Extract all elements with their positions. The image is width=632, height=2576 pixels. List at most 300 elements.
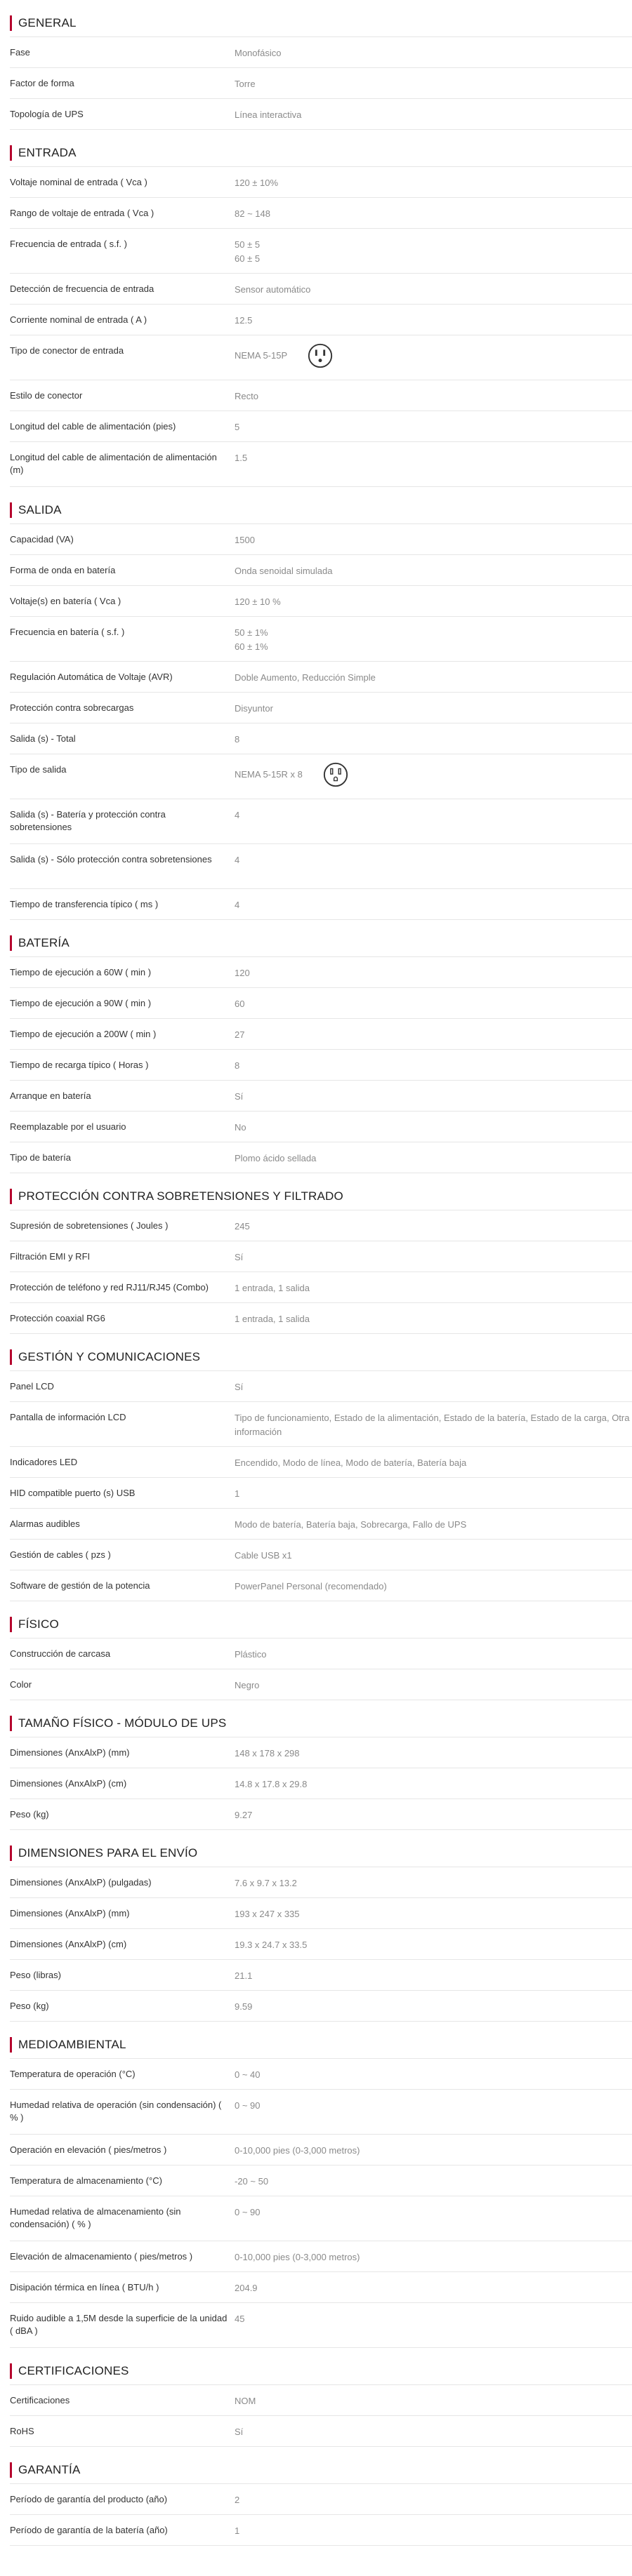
spec-row xyxy=(10,523,632,555)
spec-row xyxy=(10,1142,632,1173)
spec-value xyxy=(235,1580,632,1594)
spec-value-line: 8 xyxy=(235,734,240,745)
spec-label: Color xyxy=(10,1679,32,1690)
spec-value xyxy=(235,2175,632,2189)
spec-value xyxy=(235,1518,632,1532)
spec-value-line: 12.5 xyxy=(235,315,253,326)
spec-label: Dimensiones (AnxAlxP) (mm) xyxy=(10,1908,130,1918)
spec-label: Período de garantía del producto (año) xyxy=(10,2494,168,2504)
spec-value xyxy=(235,2312,632,2326)
spec-row xyxy=(10,1019,632,1050)
spec-value xyxy=(235,283,632,297)
spec-row xyxy=(10,2515,632,2546)
spec-value-line: -20 ~ 50 xyxy=(235,2176,269,2187)
section-accent-bar xyxy=(10,1716,12,1731)
spec-value-line: Encendido, Modo de línea, Modo de batería, Batería baja xyxy=(235,1457,467,1468)
spec-value-line: 9.59 xyxy=(235,2001,253,2012)
section-accent-bar xyxy=(10,1846,12,1861)
spec-label: Panel LCD xyxy=(10,1381,54,1392)
spec-value xyxy=(235,1152,632,1166)
spec-value-line: NOM xyxy=(235,2396,256,2406)
spec-value-line: 245 xyxy=(235,1221,250,1232)
spec-label: Voltaje(s) en batería ( Vca ) xyxy=(10,596,121,606)
spec-value xyxy=(235,533,632,547)
spec-label: HID compatible puerto (s) USB xyxy=(10,1488,136,1498)
spec-label: Arranque en batería xyxy=(10,1090,91,1101)
section-heading xyxy=(10,1173,622,1210)
spec-value-line: No xyxy=(235,1122,246,1133)
spec-row xyxy=(10,693,632,723)
spec-value xyxy=(235,1312,632,1326)
spec-value-line: 45 xyxy=(235,2314,245,2324)
section-salida xyxy=(0,487,632,920)
spec-row xyxy=(10,1447,632,1478)
spec-label: Regulación Automática de Voltaje (AVR) xyxy=(10,672,173,682)
spec-label: Humedad relativa de almacenamiento (sin condensación) ( % ) xyxy=(10,2206,181,2229)
section-heading xyxy=(10,1700,622,1737)
spec-value-line: 204.9 xyxy=(235,2283,258,2293)
spec-row xyxy=(10,1303,632,1334)
spec-row xyxy=(10,2058,632,2090)
section-accent-bar xyxy=(10,1189,12,1204)
section-accent-bar xyxy=(10,145,12,161)
spec-row xyxy=(10,1799,632,1830)
spec-row xyxy=(10,99,632,130)
spec-row xyxy=(10,956,632,988)
spec-row xyxy=(10,198,632,229)
section-entrada xyxy=(0,130,632,487)
spec-value-line: Disyuntor xyxy=(235,703,273,714)
spec-row xyxy=(10,2090,632,2135)
spec-value xyxy=(235,2281,632,2295)
spec-label: Filtración EMI y RFI xyxy=(10,1251,91,1262)
spec-value xyxy=(235,1281,632,1295)
spec-value xyxy=(235,898,632,912)
spec-value xyxy=(235,1938,632,1952)
section-heading xyxy=(10,0,622,36)
spec-row xyxy=(10,988,632,1019)
spec-value-line: Tipo de funcionamiento, Estado de la alimentación, Estado de la batería, Estado de la carga, Otra información xyxy=(235,1413,630,1437)
spec-row xyxy=(10,1402,632,1447)
section-title: GESTIÓN Y COMUNICACIONES xyxy=(18,1350,201,1363)
spec-value xyxy=(235,808,632,822)
spec-row xyxy=(10,305,632,335)
section-title: DIMENSIONES PARA EL ENVÍO xyxy=(18,1846,198,1860)
spec-value-line: Sí xyxy=(235,1382,244,1392)
spec-row xyxy=(10,442,632,487)
spec-row xyxy=(10,844,632,889)
spec-value-line: 0 ~ 40 xyxy=(235,2069,261,2080)
spec-value xyxy=(235,702,632,716)
spec-value-line: 120 ± 10% xyxy=(235,178,279,188)
spec-row xyxy=(10,380,632,411)
spec-value xyxy=(235,1777,632,1791)
section-accent-bar xyxy=(10,2462,12,2478)
spec-row xyxy=(10,555,632,586)
spec-label: Dimensiones (AnxAlxP) (cm) xyxy=(10,1778,127,1789)
spec-value-line: Línea interactiva xyxy=(235,109,302,120)
section-garantia xyxy=(0,2447,632,2546)
spec-row xyxy=(10,1370,632,1402)
spec-label: Capacidad (VA) xyxy=(10,534,74,545)
spec-row xyxy=(10,1478,632,1509)
spec-row xyxy=(10,166,632,198)
section-general xyxy=(0,0,632,130)
spec-value xyxy=(235,595,632,609)
spec-row xyxy=(10,2135,632,2165)
spec-value xyxy=(235,1411,632,1439)
spec-label: Construcción de carcasa xyxy=(10,1648,111,1659)
spec-value xyxy=(235,2000,632,2014)
spec-row xyxy=(10,229,632,274)
spec-value xyxy=(235,1121,632,1135)
spec-value xyxy=(235,1747,632,1761)
spec-value-line: 4 xyxy=(235,855,240,865)
spec-label: Peso (kg) xyxy=(10,2001,49,2011)
spec-label: Reemplazable por el usuario xyxy=(10,1121,126,1132)
spec-value-line: 120 xyxy=(235,968,250,978)
spec-value xyxy=(235,108,632,122)
spec-value xyxy=(235,1549,632,1563)
spec-value-line: 14.8 x 17.8 x 29.8 xyxy=(235,1779,308,1789)
spec-value xyxy=(235,1876,632,1890)
section-heading xyxy=(10,1830,622,1867)
spec-value-line: PowerPanel Personal (recomendado) xyxy=(235,1581,387,1591)
spec-label: Protección coaxial RG6 xyxy=(10,1313,105,1323)
spec-value-line: 2 xyxy=(235,2495,240,2505)
spec-label: Forma de onda en batería xyxy=(10,565,116,575)
section-accent-bar xyxy=(10,1349,12,1365)
spec-value xyxy=(235,966,632,980)
spec-value xyxy=(235,671,632,685)
spec-row xyxy=(10,754,632,799)
spec-row xyxy=(10,1929,632,1960)
spec-row xyxy=(10,1991,632,2022)
spec-value-line: Doble Aumento, Reducción Simple xyxy=(235,672,376,683)
spec-value-line: Negro xyxy=(235,1680,260,1690)
spec-value-line: 1 entrada, 1 salida xyxy=(235,1314,310,1324)
spec-value xyxy=(235,2493,632,2507)
spec-row xyxy=(10,1768,632,1799)
spec-value-line: Sí xyxy=(235,2427,244,2437)
spec-value-line: NEMA 5-15R x 8 xyxy=(235,769,303,780)
spec-label: Estilo de conector xyxy=(10,390,83,401)
section-title: TAMAÑO FÍSICO - MÓDULO DE UPS xyxy=(18,1716,227,1730)
spec-row xyxy=(10,2483,632,2515)
spec-row xyxy=(10,1867,632,1898)
spec-value-line: Sí xyxy=(235,1091,244,1102)
section-fisico xyxy=(0,1601,632,1700)
spec-value-line: 1 xyxy=(235,1488,240,1499)
section-accent-bar xyxy=(10,2037,12,2053)
spec-value xyxy=(235,238,632,266)
spec-value-line: Sensor automático xyxy=(235,284,311,295)
section-accent-bar xyxy=(10,1617,12,1632)
section-heading xyxy=(10,487,622,523)
spec-value-line: 4 xyxy=(235,810,240,820)
spec-label: Ruido audible a 1,5M desde la superficie de la unidad ( dBA ) xyxy=(10,2313,228,2336)
section-title: GENERAL xyxy=(18,16,77,29)
spec-value-line: 1.5 xyxy=(235,453,248,463)
spec-row xyxy=(10,2272,632,2303)
spec-label: Dimensiones (AnxAlxP) (cm) xyxy=(10,1939,127,1949)
spec-value-line: Plomo ácido sellada xyxy=(235,1153,317,1163)
spec-row xyxy=(10,586,632,617)
section-dimensiones-para-el-envio xyxy=(0,1830,632,2022)
spec-row xyxy=(10,617,632,662)
spec-value-line: 4 xyxy=(235,900,240,910)
spec-row xyxy=(10,1210,632,1241)
spec-value-line: 1500 xyxy=(235,535,255,545)
spec-row xyxy=(10,2303,632,2348)
spec-label: Certificaciones xyxy=(10,2395,70,2405)
spec-label: Elevación de almacenamiento ( pies/metros ) xyxy=(10,2251,193,2262)
spec-value xyxy=(235,2250,632,2264)
spec-value-line: Cable USB x1 xyxy=(235,1550,292,1561)
spec-value xyxy=(235,1028,632,1042)
spec-row xyxy=(10,662,632,693)
nema-5-15p-plug-icon xyxy=(307,342,334,369)
spec-value xyxy=(235,853,632,867)
spec-value xyxy=(235,2425,632,2439)
spec-row xyxy=(10,411,632,442)
spec-row xyxy=(10,1540,632,1570)
spec-label: Peso (kg) xyxy=(10,1809,49,1820)
spec-label: Tiempo de recarga típico ( Horas ) xyxy=(10,1060,149,1070)
spec-row xyxy=(10,1272,632,1303)
section-heading xyxy=(10,1601,622,1638)
section-accent-bar xyxy=(10,502,12,518)
spec-value-line: Torre xyxy=(235,79,256,89)
section-title: FÍSICO xyxy=(18,1617,59,1631)
spec-value xyxy=(235,389,632,403)
spec-value-line: Plástico xyxy=(235,1649,267,1660)
spec-label: Gestión de cables ( pzs ) xyxy=(10,1549,111,1560)
spec-label: Tipo de salida xyxy=(10,764,67,775)
spec-row xyxy=(10,2196,632,2241)
spec-row xyxy=(10,274,632,305)
spec-value-line: Monofásico xyxy=(235,48,282,58)
spec-value-line: 1 entrada, 1 salida xyxy=(235,1283,310,1293)
spec-row xyxy=(10,889,632,920)
section-heading xyxy=(10,130,622,166)
section-heading xyxy=(10,2348,622,2384)
spec-row xyxy=(10,1638,632,1669)
spec-row xyxy=(10,2165,632,2196)
spec-label: Salida (s) - Total xyxy=(10,733,76,744)
spec-row xyxy=(10,2384,632,2416)
spec-value xyxy=(235,1487,632,1501)
spec-label: Software de gestión de la potencia xyxy=(10,1580,150,1591)
spec-value xyxy=(235,2144,632,2158)
spec-label: Frecuencia de entrada ( s.f. ) xyxy=(10,239,127,249)
spec-value xyxy=(235,1648,632,1662)
spec-value-line: 21.1 xyxy=(235,1970,253,1981)
spec-label: Protección de teléfono y red RJ11/RJ45 (Combo) xyxy=(10,1282,209,1293)
spec-value xyxy=(235,46,632,60)
spec-row xyxy=(10,36,632,68)
spec-value xyxy=(235,2099,632,2113)
spec-label: Frecuencia en batería ( s.f. ) xyxy=(10,627,125,637)
spec-label: Tiempo de transferencia típico ( ms ) xyxy=(10,899,159,909)
spec-row xyxy=(10,1669,632,1700)
spec-value-line: 5 xyxy=(235,422,240,432)
spec-label: Tipo de batería xyxy=(10,1152,71,1163)
spec-label: Indicadores LED xyxy=(10,1457,78,1467)
spec-row xyxy=(10,1509,632,1540)
spec-label: Dimensiones (AnxAlxP) (mm) xyxy=(10,1747,130,1758)
spec-value-line: 7.6 x 9.7 x 13.2 xyxy=(235,1878,297,1888)
spec-label: Tipo de conector de entrada xyxy=(10,345,124,356)
spec-label: Temperatura de operación (°C) xyxy=(10,2069,136,2079)
spec-label: Alarmas audibles xyxy=(10,1519,80,1529)
section-accent-bar xyxy=(10,935,12,951)
spec-value xyxy=(235,1059,632,1073)
spec-value-line: Modo de batería, Batería baja, Sobrecarga, Fallo de UPS xyxy=(235,1519,467,1530)
spec-value-line: 0 ~ 90 xyxy=(235,2100,261,2111)
spec-value xyxy=(235,176,632,190)
spec-value xyxy=(235,1090,632,1104)
spec-value-line: 0 ~ 90 xyxy=(235,2207,261,2217)
spec-label: Salida (s) - Batería y protección contra sobretensiones xyxy=(10,809,166,832)
spec-label: Topología de UPS xyxy=(10,109,84,119)
spec-label: Corriente nominal de entrada ( A ) xyxy=(10,314,147,325)
spec-row xyxy=(10,2241,632,2272)
spec-value xyxy=(235,2068,632,2082)
spec-value xyxy=(235,2394,632,2408)
spec-row xyxy=(10,2416,632,2447)
spec-label: Salida (s) - Sólo protección contra sobretensiones xyxy=(10,854,212,865)
spec-label: Fase xyxy=(10,47,30,58)
spec-row xyxy=(10,1570,632,1601)
spec-row xyxy=(10,68,632,99)
section-certificaciones xyxy=(0,2348,632,2447)
section-title: MEDIOAMBIENTAL xyxy=(18,2038,126,2051)
spec-value xyxy=(235,1456,632,1470)
spec-value-line: 50 ± 1% xyxy=(235,627,268,638)
spec-label: Tiempo de ejecución a 90W ( min ) xyxy=(10,998,152,1008)
spec-label: Pantalla de información LCD xyxy=(10,1412,126,1422)
spec-value-line: 148 x 178 x 298 xyxy=(235,1748,300,1759)
section-gestion-y-comunicaciones xyxy=(0,1334,632,1601)
spec-row xyxy=(10,1898,632,1929)
section-accent-bar xyxy=(10,2363,12,2379)
section-title: CERTIFICACIONES xyxy=(18,2364,129,2377)
section-tamano-fisico-modulo-de-ups xyxy=(0,1700,632,1830)
spec-value-line: 50 ± 5 xyxy=(235,239,261,250)
spec-value-line: 9.27 xyxy=(235,1810,253,1820)
section-heading xyxy=(10,920,622,956)
section-medioambiental xyxy=(0,2022,632,2348)
spec-label: Disipación térmica en línea ( BTU/h ) xyxy=(10,2282,159,2293)
spec-value-line: 8 xyxy=(235,1060,240,1071)
spec-label: Período de garantía de la batería (año) xyxy=(10,2525,168,2535)
section-accent-bar xyxy=(10,15,12,31)
spec-value xyxy=(235,420,632,434)
spec-row xyxy=(10,799,632,844)
spec-value xyxy=(235,1220,632,1234)
spec-value xyxy=(235,207,632,221)
spec-value-line: 82 ~ 148 xyxy=(235,208,270,219)
spec-value-line: 27 xyxy=(235,1029,245,1040)
spec-value-line: 1 xyxy=(235,2525,240,2536)
spec-value xyxy=(235,1679,632,1693)
spec-row xyxy=(10,1241,632,1272)
spec-value xyxy=(235,564,632,578)
spec-value-line: Sí xyxy=(235,1252,244,1262)
spec-value-line: NEMA 5-15P xyxy=(235,350,288,361)
spec-label: Rango de voltaje de entrada ( Vca ) xyxy=(10,208,154,218)
spec-label: Supresión de sobretensiones ( Joules ) xyxy=(10,1220,169,1231)
spec-value-line: Recto xyxy=(235,391,258,401)
spec-value xyxy=(235,1250,632,1264)
section-title: ENTRADA xyxy=(18,146,77,159)
spec-label: Humedad relativa de operación (sin condensación) ( % ) xyxy=(10,2100,222,2123)
spec-value xyxy=(235,626,632,654)
spec-value-line: 0-10,000 pies (0-3,000 metros) xyxy=(235,2252,360,2262)
spec-value xyxy=(235,342,632,369)
spec-value xyxy=(235,997,632,1011)
section-title: BATERÍA xyxy=(18,936,70,949)
spec-row xyxy=(10,1112,632,1142)
spec-label: Longitud del cable de alimentación de alimentación (m) xyxy=(10,452,217,475)
spec-value-line: 60 ± 1% xyxy=(235,641,268,652)
spec-row xyxy=(10,1737,632,1768)
spec-row xyxy=(10,1960,632,1991)
spec-label: Operación en elevación ( pies/metros ) xyxy=(10,2144,167,2155)
section-heading xyxy=(10,2022,622,2058)
spec-label: Tiempo de ejecución a 200W ( min ) xyxy=(10,1029,157,1039)
spec-label: Temperatura de almacenamiento (°C) xyxy=(10,2175,162,2186)
spec-label: Longitud del cable de alimentación (pies) xyxy=(10,421,176,432)
spec-row xyxy=(10,1050,632,1081)
section-bateria xyxy=(0,920,632,1173)
spec-label: Factor de forma xyxy=(10,78,74,88)
spec-label: Protección contra sobrecargas xyxy=(10,702,134,713)
spec-value-line: 193 x 247 x 335 xyxy=(235,1909,300,1919)
spec-value xyxy=(235,1808,632,1822)
spec-value-line: Onda senoidal simulada xyxy=(235,566,333,576)
spec-row xyxy=(10,723,632,754)
spec-value xyxy=(235,1969,632,1983)
spec-label: Tiempo de ejecución a 60W ( min ) xyxy=(10,967,152,977)
spec-value xyxy=(235,1380,632,1394)
spec-value xyxy=(235,451,632,465)
spec-row xyxy=(10,335,632,380)
spec-row xyxy=(10,1081,632,1112)
section-title: GARANTÍA xyxy=(18,2463,81,2476)
spec-label: RoHS xyxy=(10,2426,34,2436)
spec-value xyxy=(235,314,632,328)
spec-value xyxy=(235,77,632,91)
section-proteccion-contra-sobretensiones-y-filtrado xyxy=(0,1173,632,1334)
spec-label: Peso (libras) xyxy=(10,1970,61,1980)
section-heading xyxy=(10,1334,622,1370)
spec-value xyxy=(235,733,632,747)
section-title: SALIDA xyxy=(18,503,62,516)
spec-value xyxy=(235,2205,632,2220)
spec-label: Voltaje nominal de entrada ( Vca ) xyxy=(10,177,147,187)
spec-label: Detección de frecuencia de entrada xyxy=(10,283,154,294)
spec-value xyxy=(235,761,632,788)
nema-5-15r-outlet-icon xyxy=(322,761,349,788)
spec-label: Dimensiones (AnxAlxP) (pulgadas) xyxy=(10,1877,152,1888)
section-heading xyxy=(10,2447,622,2483)
spec-value-line: 0-10,000 pies (0-3,000 metros) xyxy=(235,2145,360,2156)
spec-value-line: 120 ± 10 % xyxy=(235,596,281,607)
spec-value-line: 60 ± 5 xyxy=(235,253,261,264)
spec-value xyxy=(235,1907,632,1921)
